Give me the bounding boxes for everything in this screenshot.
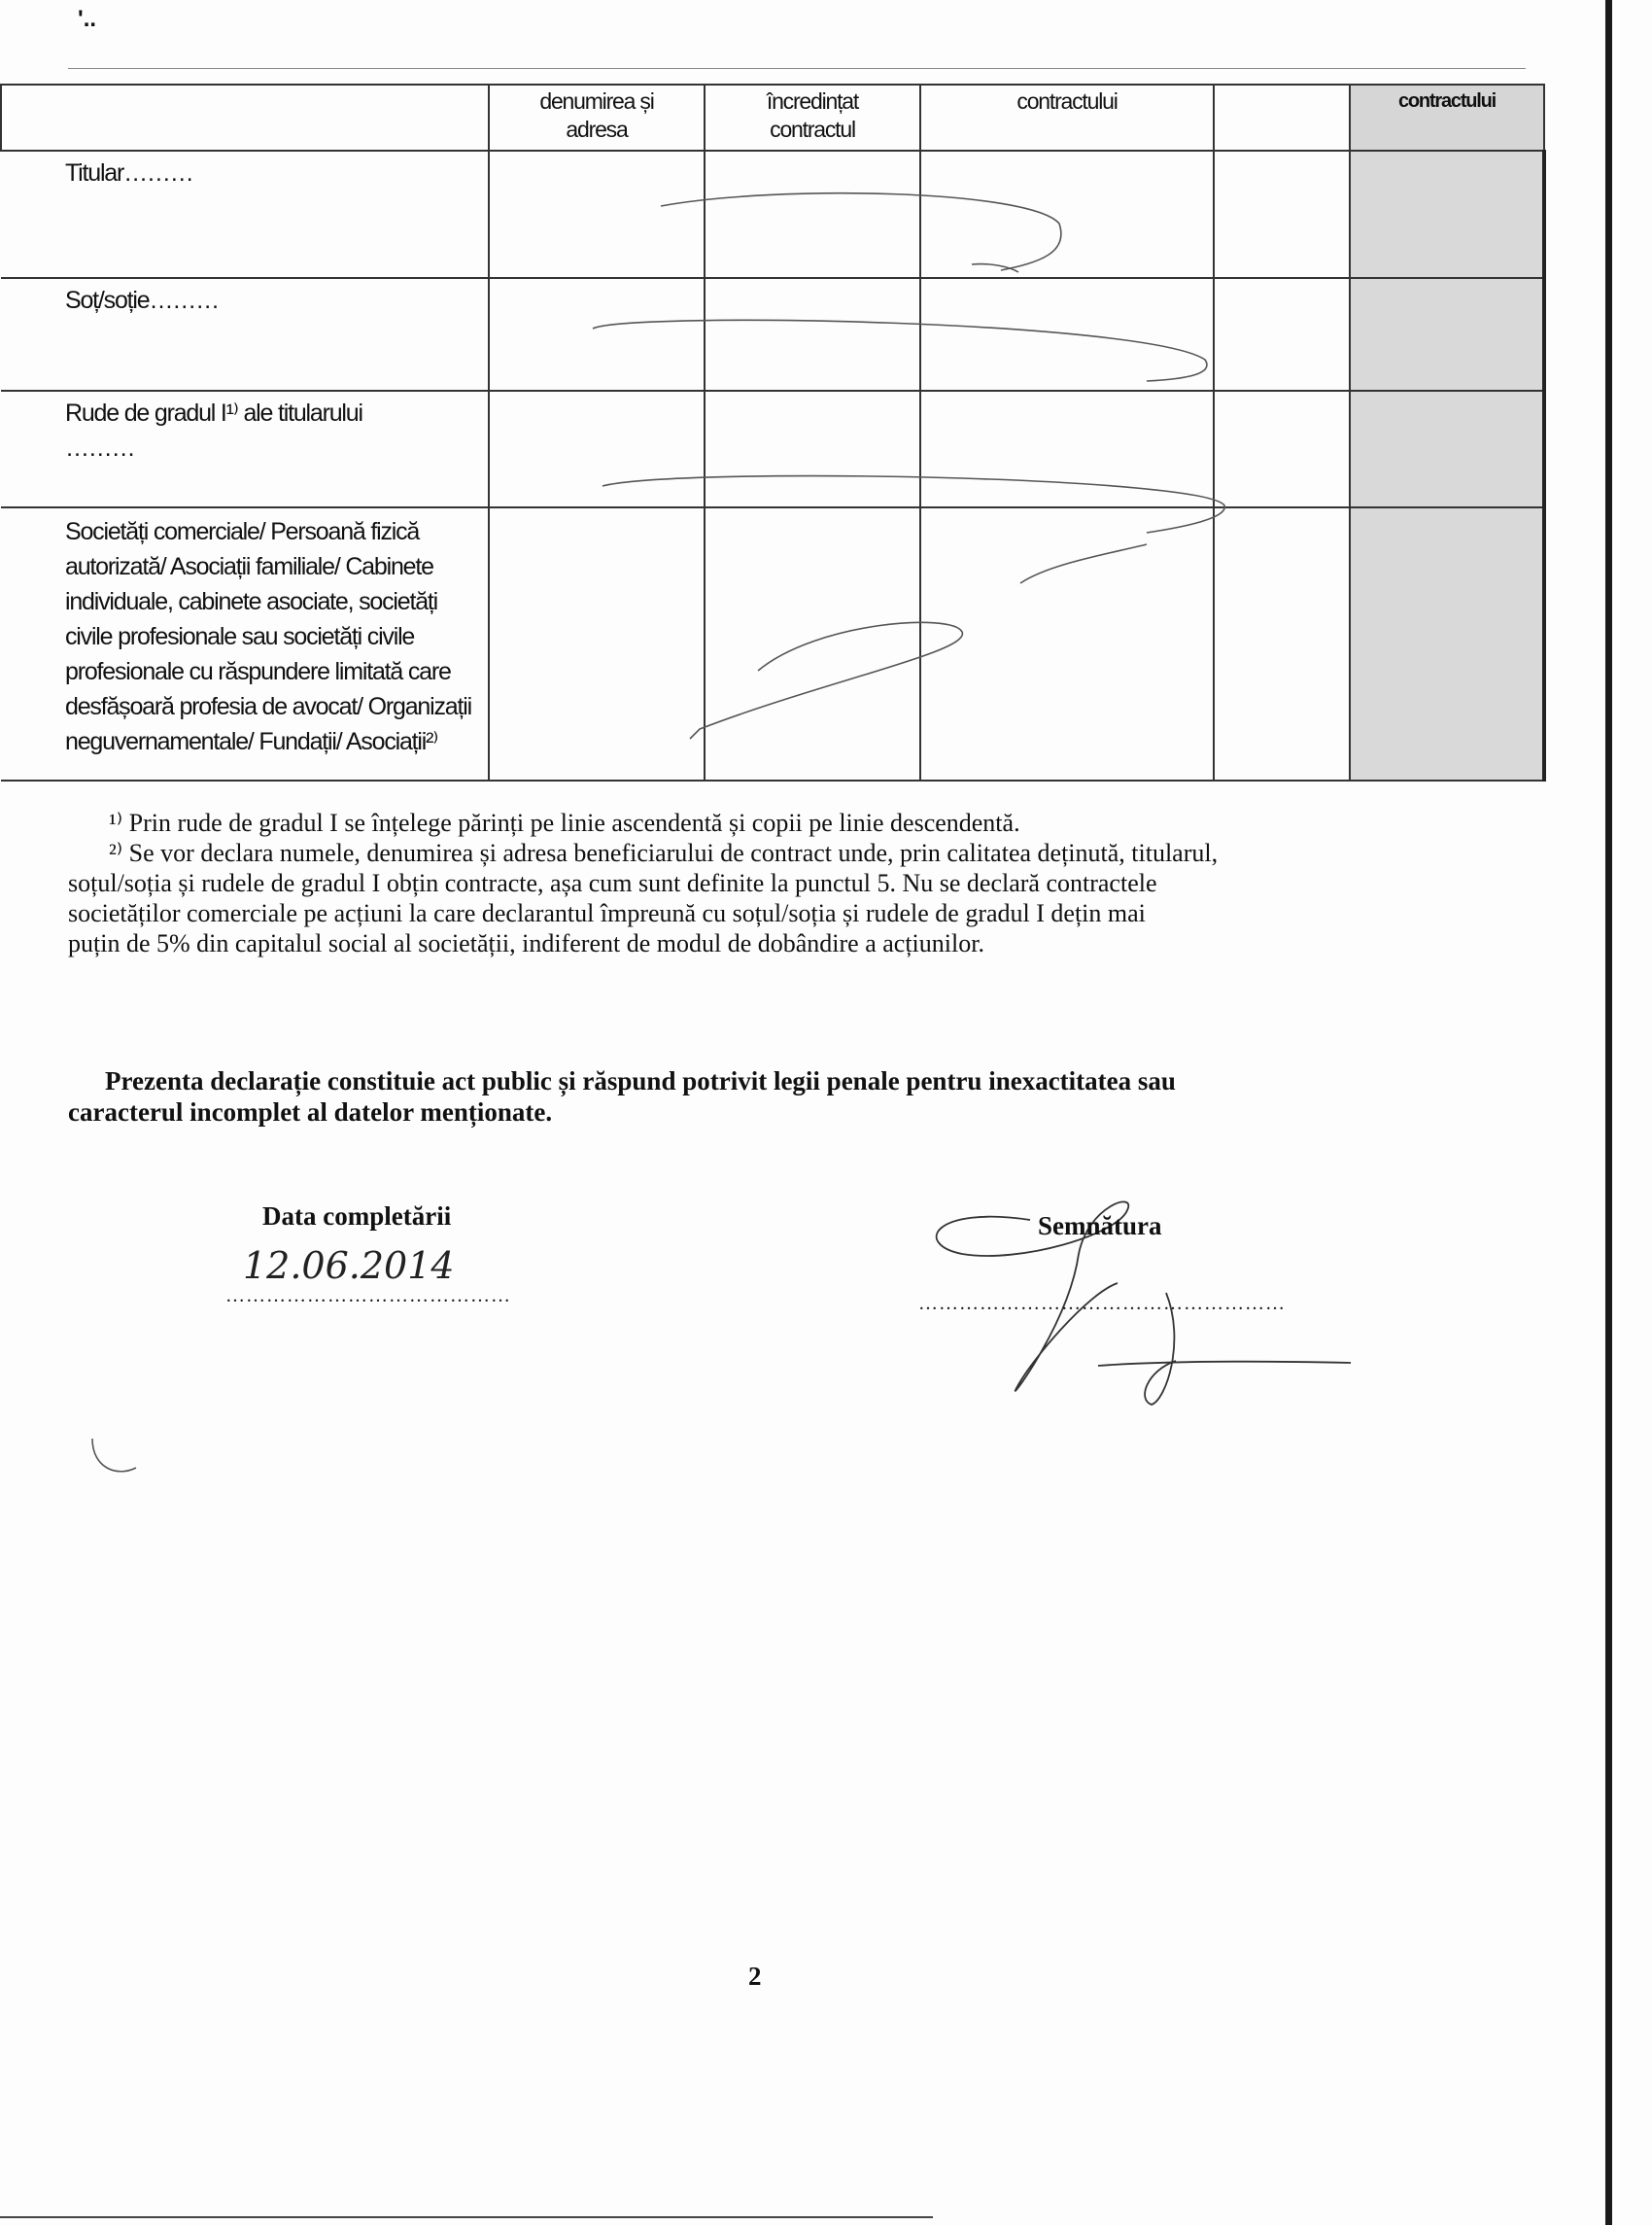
table-row [1, 391, 1544, 507]
footnote-2: ²⁾ Se vor declara numele, denumirea și adresa beneficiarului de contract unde, prin calitatea deținută, titularul, [109, 839, 1219, 867]
header-cell-blank [1214, 85, 1350, 151]
header-cell-contract-value: contractului [1350, 85, 1544, 151]
header-cell-contract: contractului [920, 85, 1214, 151]
header-cell-empty [1, 85, 489, 151]
declaration-line-2: caracterul incomplet al datelor menționate. [68, 1097, 553, 1127]
row-label-titular: Titular……… [1, 151, 489, 278]
header-cell-entrusted: încredințat contractul [705, 85, 920, 151]
date-label: Data completării [262, 1201, 452, 1231]
partial-circle [92, 1439, 136, 1472]
signature-label: Semnătura [1038, 1211, 1162, 1240]
signature-dotted-line: ……………………………………………… [918, 1293, 1286, 1314]
date-handwritten-value: 12.06.2014 [243, 1244, 455, 1287]
page-number: 2 [748, 1962, 762, 1991]
row-label-companies: Societăți comerciale/ Persoană fizică autorizată/ Asociații familiale/ Cabinete individuale, cabinete asociate, societăți civile profesionale sau societăți civile profesionale cu răspundere limitată care desfășoară profesia de avocat/ Organizații neguvernamentale/ Fundații/ Asociații²⁾ [1, 507, 489, 781]
declaration-line-1: Prezenta declarație constituie act public și răspund potrivit legii penale pentru inexactitatea sau [105, 1066, 1176, 1095]
top-mark: '.. [78, 6, 97, 32]
date-dotted-line: …………………………………… [225, 1285, 511, 1306]
row-label-spouse: Soț/soție……… [1, 278, 489, 391]
scan-bottom-line [0, 2216, 933, 2218]
footnote-1: ¹⁾ Prin rude de gradul I se înțelege părinți pe linie ascendentă și copii pe linie descendentă. [109, 809, 1020, 837]
footnote-3: soțul/soția și rudele de gradul I obțin contracte, așa cum sunt definite la punctul 5. Nu se declară contractele [68, 869, 1157, 897]
top-rule [68, 68, 1526, 69]
table-row [1, 151, 1544, 278]
table-header-row [1, 85, 1544, 151]
header-cell-name-address: denumirea și adresa [489, 85, 705, 151]
table-row [1, 507, 1544, 781]
table-row [1, 278, 1544, 391]
footnote-5: puțin de 5% din capitalul social al societății, indiferent de modul de dobândire a acțiunilor. [68, 929, 984, 957]
row-label-relatives: Rude de gradul I¹⁾ ale titularului ……… [1, 391, 489, 507]
scan-edge [1605, 0, 1612, 2225]
footnote-4: societăților comerciale pe acțiuni la care declarantul împreună cu soțul/soția și rudele de gradul I dețin mai [68, 899, 1146, 927]
contracts-table [0, 84, 1546, 782]
